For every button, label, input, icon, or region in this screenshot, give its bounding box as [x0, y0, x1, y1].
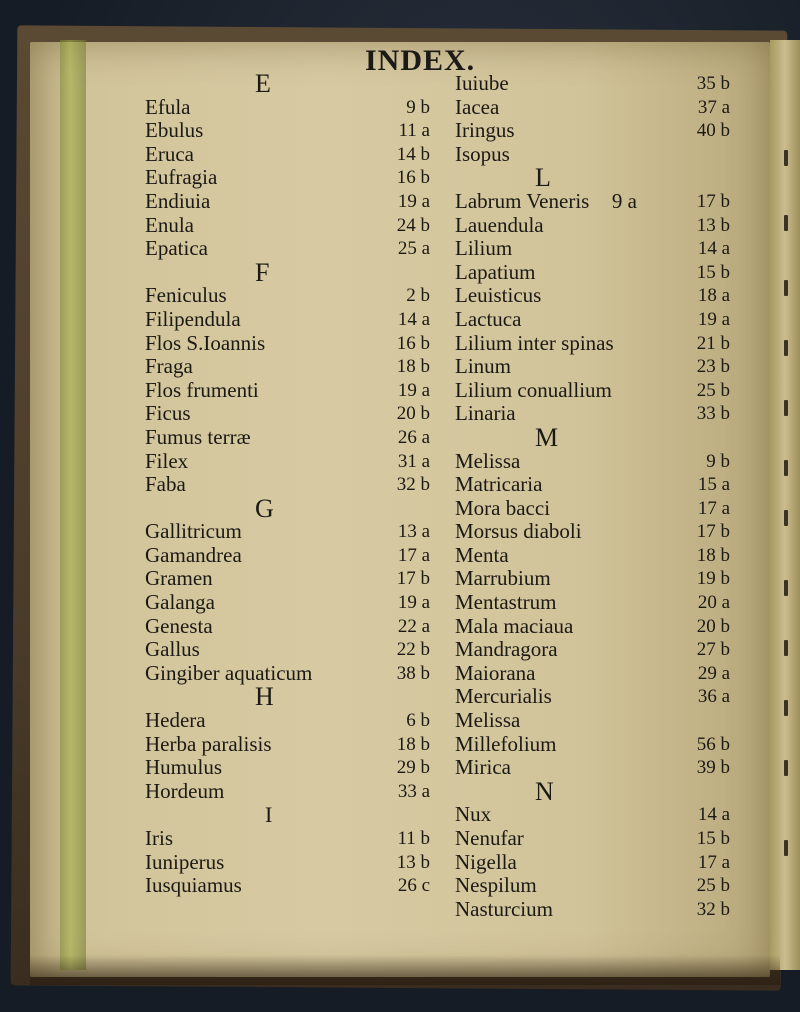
index-entry: [455, 72, 745, 96]
entry-name: Lauendula: [455, 212, 544, 237]
index-letter-heading: [145, 69, 435, 98]
entry-name: Melissa: [455, 708, 521, 733]
entry-page-ref: 35 b: [696, 73, 730, 94]
entry-name: Endiuia: [145, 188, 211, 213]
entry-page-ref: 32 b: [396, 474, 430, 496]
entry-page-ref: 18 a: [697, 285, 730, 307]
index-entry: [455, 308, 745, 332]
index-entry: [455, 143, 745, 167]
entry-page-ref: 25 a: [397, 238, 430, 260]
entry-page-ref: 9 b: [406, 96, 430, 118]
entry-page-ref: 19 a: [397, 190, 430, 212]
entry-name: Mentastrum: [455, 590, 557, 615]
section-letter: M: [535, 422, 559, 452]
entry-page-ref: 26 c: [397, 875, 430, 897]
index-entry: [145, 520, 435, 544]
entry-name: Maiorana: [455, 660, 536, 685]
index-entry: [145, 827, 435, 851]
index-entry: [145, 450, 435, 474]
index-entry: [455, 450, 745, 474]
entry-page-ref: 16 b: [396, 167, 430, 189]
entry-name: Lilium conuallium: [455, 377, 612, 402]
entry-name: Flos frumenti: [145, 377, 259, 402]
index-entry: [455, 284, 745, 308]
section-letter: I: [265, 802, 273, 828]
entry-name: Galanga: [145, 590, 215, 615]
entry-name: Gramen: [145, 566, 213, 591]
entry-name: Marrubium: [455, 566, 551, 591]
entry-page-ref: 13 b: [396, 851, 430, 873]
index-entry: [455, 96, 745, 120]
entry-page-ref: 32 b: [696, 898, 730, 920]
entry-name: Nigella: [455, 849, 517, 874]
index-letter-heading: [145, 682, 435, 712]
entry-page-ref: 14 a: [697, 804, 730, 826]
entry-name: Hedera: [145, 708, 206, 733]
entry-page-ref: 37 a: [697, 96, 730, 118]
section-letter: G: [255, 493, 274, 523]
entry-name: Eruca: [145, 141, 194, 166]
index-entry: [455, 874, 745, 898]
index-entry: [455, 685, 745, 709]
entry-page-ref: 38 b: [396, 662, 430, 684]
index-entry: [455, 898, 745, 922]
entry-name: Genesta: [145, 613, 213, 638]
entry-name: Iuniperus: [145, 849, 225, 874]
entry-page-ref: 31 a: [397, 450, 430, 472]
entry-name: Filipendula: [145, 306, 241, 331]
entry-name: Millefolium: [455, 731, 557, 756]
entry-name: Gallus: [145, 637, 200, 662]
entry-page-ref: 39 b: [696, 757, 730, 779]
page-bottom-shadow: [30, 955, 780, 985]
entry-page-ref: 18 b: [396, 733, 430, 755]
entry-name: Ebulus: [145, 118, 204, 143]
entry-name: Nenufar: [455, 826, 524, 850]
entry-page-ref: 22 b: [396, 639, 430, 661]
entry-page-ref: 33 b: [696, 403, 730, 425]
entry-name: Lactuca: [455, 306, 522, 331]
index-entry: [145, 379, 435, 403]
index-entry: [145, 874, 435, 898]
entry-name: Iacea: [455, 94, 500, 119]
index-entry: [145, 591, 435, 615]
entry-page-ref: 19 a: [697, 308, 730, 330]
entry-name: Humulus: [145, 755, 223, 780]
entry-page-ref: 19 b: [696, 568, 730, 590]
index-letter-heading: [145, 493, 435, 523]
section-letter: E: [255, 69, 271, 98]
index-entry: [145, 237, 435, 261]
index-entry: [145, 402, 435, 426]
index-entry: [455, 261, 745, 285]
entry-page-ref: 23 b: [696, 356, 730, 378]
entry-name: Mirica: [455, 755, 511, 780]
entry-page-ref: 20 a: [697, 592, 730, 614]
entry-page-ref: 13 b: [696, 214, 730, 236]
index-entry: [455, 615, 745, 639]
entry-name: Iringus: [455, 118, 515, 143]
index-entry: [455, 851, 745, 875]
entry-name: Eufragia: [145, 165, 218, 190]
index-entry: [145, 780, 435, 804]
index-entry: [455, 709, 745, 733]
index-entry: [455, 497, 745, 521]
index-entry: [455, 332, 745, 356]
index-entry: [455, 190, 745, 214]
section-letter: N: [535, 776, 554, 806]
index-entry: [145, 308, 435, 332]
index-entry: [455, 355, 745, 379]
entry-page-ref: 15 b: [696, 261, 730, 283]
entry-page-ref: 15 a: [697, 474, 730, 496]
entry-page-ref: 56 b: [696, 733, 730, 755]
index-column-right: [455, 72, 745, 921]
index-entry: [145, 96, 435, 120]
page-gutter: [60, 40, 86, 970]
entry-name: Melissa: [455, 448, 521, 473]
entry-name: Nasturcium: [455, 896, 553, 921]
index-entry: [145, 473, 435, 497]
entry-name: Filex: [145, 448, 189, 473]
entry-page-ref: 17 b: [396, 568, 430, 590]
section-letter: H: [255, 682, 274, 712]
index-entry: [145, 426, 435, 450]
entry-name: Gamandrea: [145, 542, 242, 567]
entry-page-ref: 17 b: [696, 190, 730, 212]
index-entry: [455, 119, 745, 143]
entry-page-ref: 11 a: [398, 120, 430, 142]
entry-page-ref: 25 b: [696, 379, 730, 401]
facing-page-edge: [770, 40, 800, 970]
entry-name: Efula: [145, 94, 191, 119]
index-entry: [145, 851, 435, 875]
entry-page-ref: 14 b: [396, 143, 430, 165]
entry-name: Linum: [455, 354, 511, 379]
entry-page-ref: 14 a: [697, 238, 730, 260]
index-entry: [145, 615, 435, 639]
page-title: INDEX.: [365, 44, 476, 77]
index-entry: [455, 827, 745, 851]
entry-name: Mercurialis: [455, 684, 552, 709]
entry-name: Iuiube: [455, 71, 509, 95]
index-letter-heading: [145, 257, 435, 287]
index-column-left: [145, 69, 435, 898]
entry-page-ref: 40 b: [696, 120, 730, 142]
entry-name: Gingiber aquaticum: [145, 660, 313, 685]
entry-name: Hordeum: [145, 778, 225, 803]
entry-page-ref: 29 b: [396, 757, 430, 779]
entry-name: Mala maciaua: [455, 613, 574, 638]
entry-name: Nux: [455, 802, 492, 827]
entry-name: Iusquiamus: [145, 873, 242, 898]
index-entry: [455, 567, 745, 591]
entry-name: Leuisticus: [455, 283, 542, 308]
index-entry: [455, 544, 745, 568]
entry-name: Gallitricum: [145, 519, 242, 544]
entry-page-ref: 21 b: [696, 332, 730, 354]
entry-page-ref: 13 a: [397, 521, 430, 543]
index-entry: [455, 237, 745, 261]
index-entry: [145, 166, 435, 190]
index-entry: [145, 143, 435, 167]
index-entry: [455, 473, 745, 497]
entry-name: Enula: [145, 212, 194, 237]
entry-page-ref: 16 b: [396, 332, 430, 354]
entry-name: Lilium: [455, 236, 513, 261]
section-letter: L: [535, 163, 551, 193]
entry-page-ref: 19 a: [397, 592, 430, 614]
index-entry: [145, 544, 435, 568]
entry-page-ref: 17 b: [696, 521, 730, 543]
index-entry: [455, 662, 745, 686]
index-entry: [455, 803, 745, 827]
index-letter-heading: [455, 422, 745, 452]
index-entry: [145, 638, 435, 662]
entry-name: Isopus: [455, 141, 510, 166]
entry-name: Lilium inter spinas: [455, 330, 614, 355]
entry-name: Lapatium: [455, 259, 536, 284]
section-letter: F: [255, 257, 270, 287]
entry-page-ref: 26 a: [397, 426, 430, 448]
entry-name: Faba: [145, 472, 186, 497]
entry-name: Matricaria: [455, 472, 543, 497]
entry-page-ref: 27 b: [696, 639, 730, 661]
entry-page-ref: 33 a: [397, 780, 430, 802]
index-entry: [145, 733, 435, 757]
entry-name: Labrum Veneris: [455, 188, 590, 213]
entry-page-ref: 17 a: [397, 544, 430, 566]
entry-name: Morsus diaboli: [455, 519, 582, 544]
index-letter-heading: [455, 776, 745, 806]
entry-page-ref: 19 a: [397, 379, 430, 401]
index-entry: [455, 520, 745, 544]
entry-name: Mandragora: [455, 637, 558, 662]
entry-page-ref: 15 b: [696, 828, 730, 849]
entry-name: Linaria: [455, 401, 516, 426]
index-entry: [145, 709, 435, 733]
entry-name: Ficus: [145, 401, 191, 426]
index-entry: [145, 567, 435, 591]
entry-page-ref: 18 b: [396, 356, 430, 378]
index-entry: [145, 332, 435, 356]
index-entry: [145, 756, 435, 780]
index-entry: [455, 591, 745, 615]
entry-page-ref: 17 a: [697, 497, 730, 519]
entry-page-ref: 24 b: [396, 214, 430, 236]
entry-page-ref: 22 a: [397, 615, 430, 637]
entry-page-ref: 20 b: [696, 615, 730, 637]
entry-page-ref: 9 b: [706, 450, 730, 472]
index-entry: [455, 402, 745, 426]
entry-name: Epatica: [145, 236, 208, 261]
entry-name: Herba paralisis: [145, 731, 272, 756]
index-entry: [145, 190, 435, 214]
index-entry: [145, 355, 435, 379]
index-letter-heading: [145, 803, 435, 827]
entry-page-ref: 20 b: [396, 403, 430, 425]
entry-name: Fraga: [145, 354, 193, 379]
index-entry: [455, 756, 745, 780]
entry-page-ref: 17 a: [697, 851, 730, 873]
entry-name: Menta: [455, 542, 509, 567]
index-entry: [145, 662, 435, 686]
entry-page-ref: 25 b: [696, 875, 730, 897]
index-entry: [455, 214, 745, 238]
entry-name: Feniculus: [145, 283, 227, 308]
index-entry: [145, 214, 435, 238]
entry-page-ref: 18 b: [696, 544, 730, 566]
entry-name: Flos S.Ioannis: [145, 330, 266, 355]
entry-page-ref: 14 a: [397, 308, 430, 330]
entry-name: Nespilum: [455, 873, 537, 898]
entry-page-ref: 11 b: [397, 828, 430, 849]
index-entry: [455, 638, 745, 662]
entry-page-ref: 36 a: [697, 686, 730, 708]
index-entry: [455, 379, 745, 403]
entry-page-ref: 29 a: [697, 662, 730, 684]
entry-extra-ref: 9 a: [611, 188, 637, 213]
index-entry: [455, 733, 745, 757]
entry-page-ref: 2 b: [406, 285, 430, 307]
entry-name: Fumus terræ: [145, 424, 251, 449]
index-letter-heading: [455, 163, 745, 193]
entry-name: Iris: [145, 826, 173, 850]
entry-name: Mora bacci: [455, 495, 551, 520]
index-entry: [145, 119, 435, 143]
entry-page-ref: 6 b: [406, 710, 430, 732]
index-entry: [145, 284, 435, 308]
